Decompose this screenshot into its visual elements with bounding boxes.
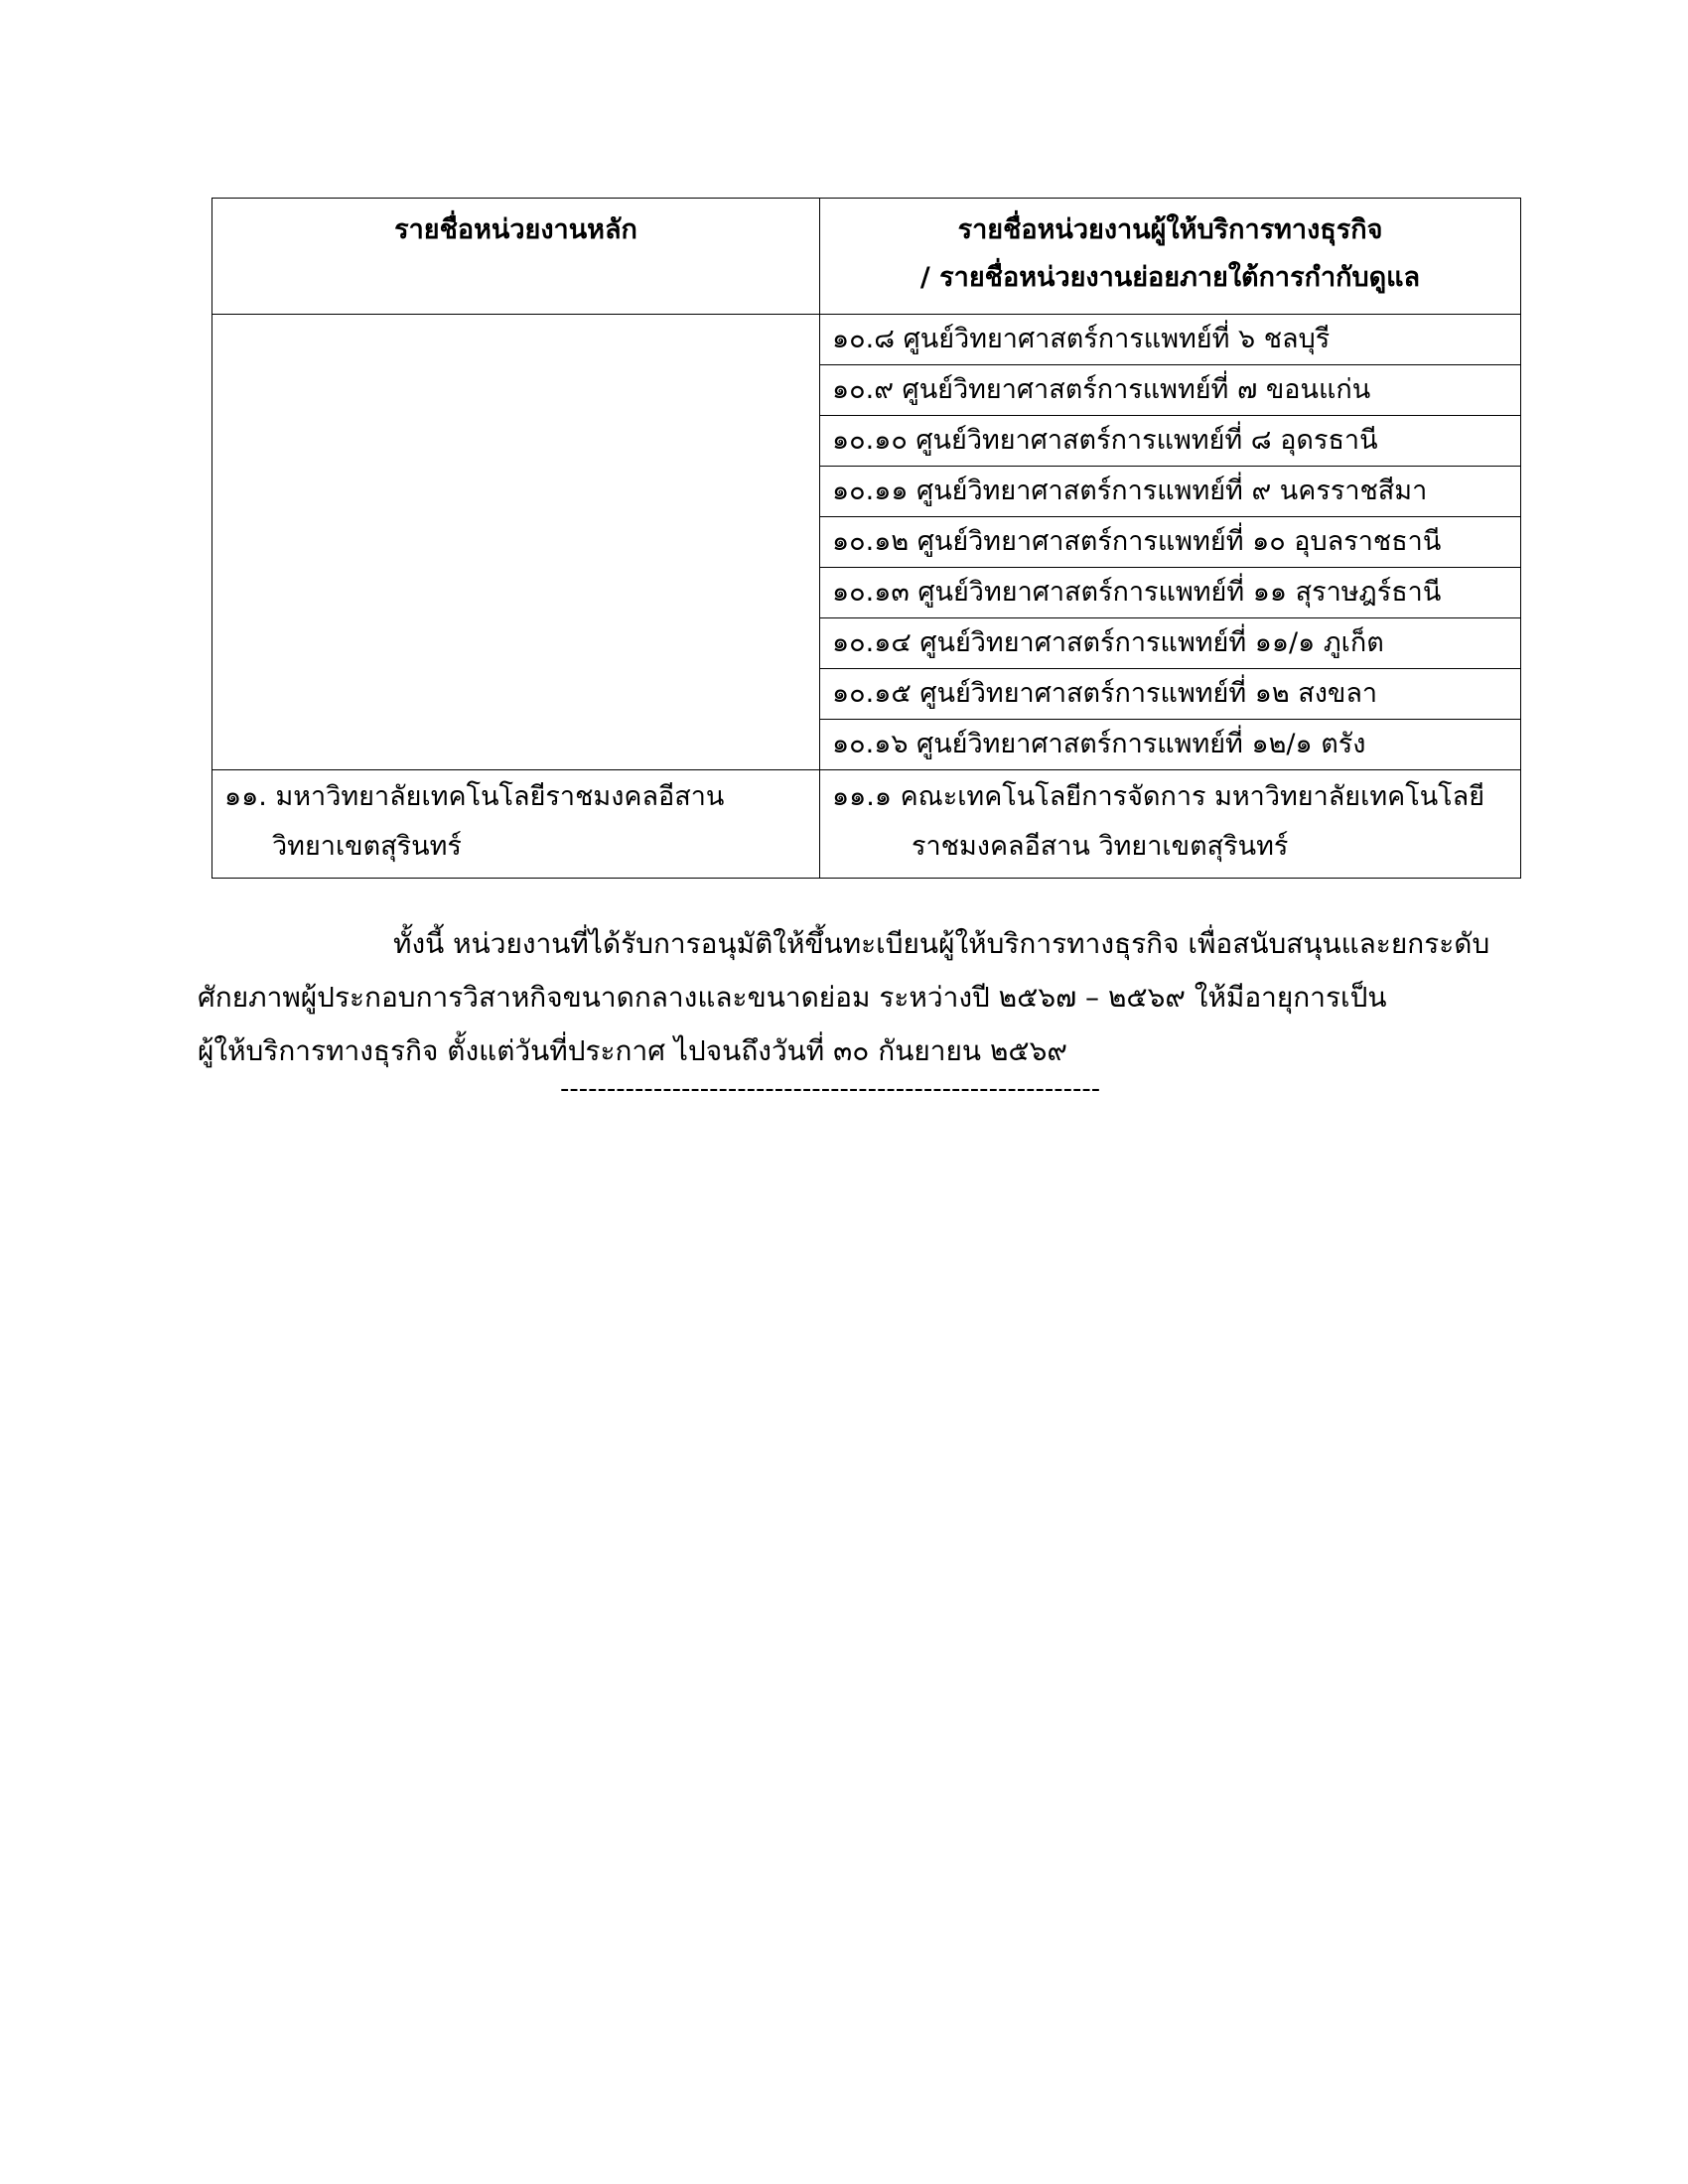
sub-unit-cell: ๑๐.๑๑ ศูนย์วิทยาศาสตร์การแพทย์ที่ ๙ นครราชสีมา — [820, 467, 1521, 517]
header-service-units-line1: รายชื่อหน่วยงานผู้ให้บริการทางธุรกิจ — [957, 214, 1383, 245]
closing-paragraph — [198, 917, 1490, 1078]
paragraph-line1: ทั้งนี้ หน่วยงานที่ได้รับการอนุมัติให้ขึ้นทะเบียนผู้ให้บริการทางธุรกิจ เพื่อสนับสนุนและยกระดับ — [393, 927, 1490, 960]
sub-unit-cell: ๑๐.๑๖ ศูนย์วิทยาศาสตร์การแพทย์ที่ ๑๒/๑ ตรัง — [820, 720, 1521, 770]
main-unit-cell — [212, 770, 820, 879]
main-unit-cell-empty — [212, 315, 820, 770]
table-header-row — [212, 199, 1521, 315]
header-service-units — [820, 199, 1521, 315]
table-row — [212, 770, 1521, 879]
sub-unit-cell: ๑๐.๑๕ ศูนย์วิทยาศาสตร์การแพทย์ที่ ๑๒ สงขลา — [820, 669, 1521, 720]
sub-unit-cell: ๑๐.๑๓ ศูนย์วิทยาศาสตร์การแพทย์ที่ ๑๑ สุราษฎร์ธานี — [820, 568, 1521, 618]
main-unit-line2: วิทยาเขตสุรินทร์ — [272, 831, 462, 862]
sub-unit-line2: ราชมงคลอีสาน วิทยาเขตสุรินทร์ — [912, 831, 1289, 862]
header-main-units-label: รายชื่อหน่วยงานหลัก — [394, 214, 637, 245]
sub-unit-cell: ๑๐.๙ ศูนย์วิทยาศาสตร์การแพทย์ที่ ๗ ขอนแก่น — [820, 365, 1521, 416]
paragraph-line3: ผู้ให้บริการทางธุรกิจ ตั้งแต่วันที่ประกาศ ไปจนถึงวันที่ ๓๐ กันยายน ๒๕๖๙ — [198, 1034, 1067, 1067]
sub-unit-cell: ๑๐.๘ ศูนย์วิทยาศาสตร์การแพทย์ที่ ๖ ชลบุรี — [820, 315, 1521, 365]
main-unit-line1: ๑๑. มหาวิทยาลัยเทคโนโลยีราชมงคลอีสาน — [224, 781, 725, 812]
end-divider: ---------------------------------------------------------- — [560, 1074, 1101, 1104]
sub-unit-cell: ๑๐.๑๒ ศูนย์วิทยาศาสตร์การแพทย์ที่ ๑๐ อุบลราชธานี — [820, 517, 1521, 568]
sub-unit-cell — [820, 770, 1521, 879]
header-main-units — [212, 199, 820, 315]
sub-unit-cell: ๑๐.๑๐ ศูนย์วิทยาศาสตร์การแพทย์ที่ ๘ อุดรธานี — [820, 416, 1521, 467]
header-service-units-line2: / รายชื่อหน่วยงานย่อยภายใต้การกำกับดูแล — [919, 262, 1421, 293]
sub-unit-cell: ๑๐.๑๔ ศูนย์วิทยาศาสตร์การแพทย์ที่ ๑๑/๑ ภูเก็ต — [820, 618, 1521, 669]
units-table — [211, 198, 1521, 879]
table-row — [212, 315, 1521, 365]
sub-unit-line1: ๑๑.๑ คณะเทคโนโลยีการจัดการ มหาวิทยาลัยเทคโนโลยี — [832, 781, 1485, 812]
paragraph-line2: ศักยภาพผู้ประกอบการวิสาหกิจขนาดกลางและขนาดย่อม ระหว่างปี ๒๕๖๗ – ๒๕๖๙ ให้มีอายุการเป็น — [198, 981, 1387, 1014]
